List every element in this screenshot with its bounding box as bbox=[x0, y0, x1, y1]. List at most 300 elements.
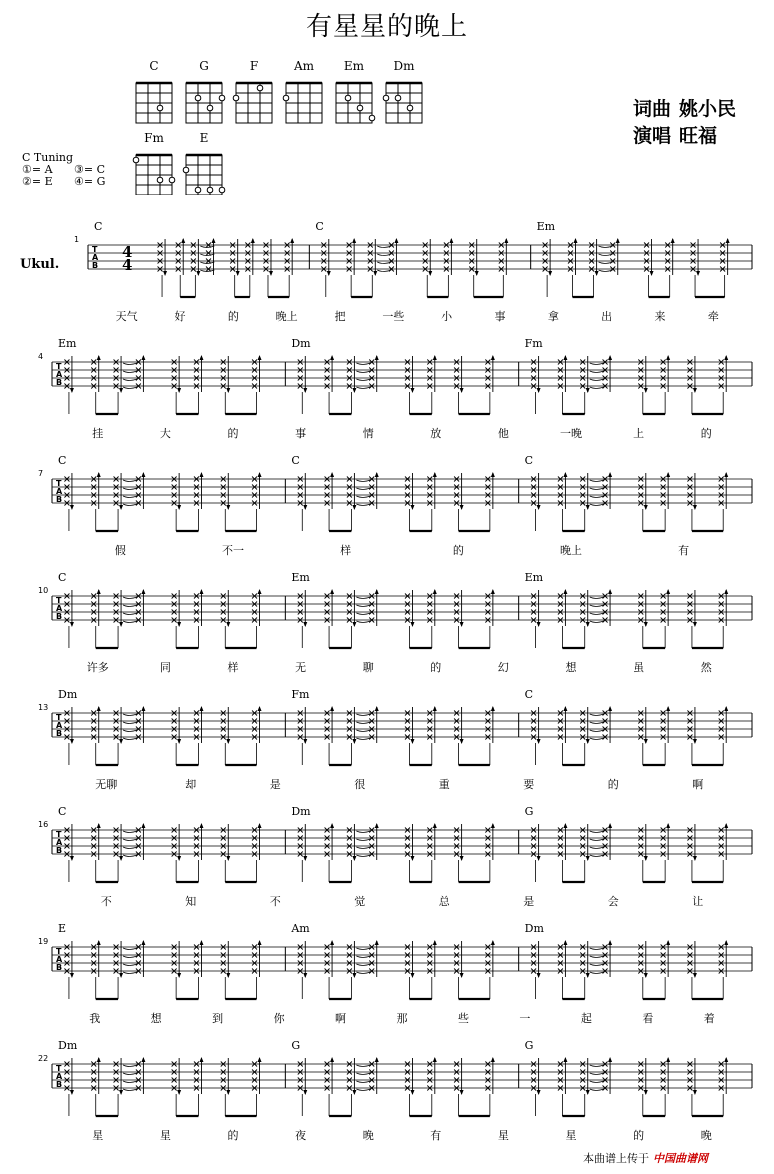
tie-curve bbox=[590, 1081, 604, 1083]
strum-mark bbox=[558, 355, 568, 392]
lyric-syllable: 放 bbox=[430, 427, 442, 440]
tie-curve bbox=[356, 363, 370, 365]
tab-clef-letter: A bbox=[56, 487, 63, 496]
arrow-head bbox=[141, 706, 145, 711]
strum-mark bbox=[252, 706, 261, 743]
chord-diagram-name: E bbox=[199, 131, 209, 145]
strum-mark bbox=[347, 238, 357, 275]
strum-mark bbox=[454, 356, 464, 393]
chord-diagram-name: C bbox=[149, 59, 159, 73]
arrow-head bbox=[141, 823, 145, 828]
tie-curve bbox=[590, 1065, 604, 1067]
lyric-syllable: 啊 bbox=[335, 1012, 347, 1025]
strum-mark bbox=[580, 590, 604, 627]
strum-mark bbox=[221, 590, 231, 627]
tie-curve bbox=[356, 956, 370, 958]
strum-mark bbox=[720, 238, 730, 275]
tie-curve bbox=[356, 605, 370, 607]
strum-mark bbox=[368, 239, 392, 276]
arrow-head bbox=[433, 706, 437, 711]
arrow-head bbox=[330, 355, 334, 360]
strum-mark bbox=[531, 356, 541, 393]
arrow-head bbox=[460, 739, 464, 744]
arrow-head bbox=[119, 973, 123, 978]
lyric-syllable: 到 bbox=[212, 1012, 224, 1025]
lyric-syllable: 样 bbox=[340, 544, 352, 557]
bar-number: 13 bbox=[38, 703, 49, 712]
tab-clef-letter: A bbox=[56, 1072, 63, 1081]
strum-mark bbox=[719, 706, 729, 743]
arrow-head bbox=[428, 271, 432, 276]
strum-mark bbox=[194, 706, 204, 743]
arrow-head bbox=[586, 973, 590, 978]
arrow-head bbox=[644, 1090, 648, 1095]
strum-mark bbox=[347, 824, 371, 861]
tab-clef-letter: T bbox=[56, 479, 62, 488]
lyric-syllable: 是 bbox=[523, 895, 535, 908]
tie-curve bbox=[123, 387, 137, 389]
arrow-head bbox=[460, 856, 464, 861]
arrow-head bbox=[644, 739, 648, 744]
lyric-syllable: 他 bbox=[497, 427, 509, 440]
tie-curve bbox=[590, 839, 604, 841]
lyric-syllable: 许多 bbox=[86, 661, 109, 674]
strum-mark bbox=[325, 940, 335, 977]
arrow-head bbox=[433, 589, 437, 594]
bar-number: 7 bbox=[38, 469, 44, 478]
arrow-head bbox=[410, 856, 414, 861]
strum-mark bbox=[638, 1058, 648, 1095]
strum-mark bbox=[580, 707, 604, 744]
tie-curve bbox=[123, 972, 137, 974]
lyric-syllable: 大 bbox=[159, 427, 171, 440]
arrow-head bbox=[258, 823, 262, 828]
tie-curve bbox=[356, 847, 370, 849]
chord-diagram-name: Dm bbox=[393, 59, 415, 73]
tie-curve bbox=[356, 597, 370, 599]
arrow-head bbox=[693, 739, 697, 744]
strum-mark bbox=[369, 1057, 379, 1094]
strum-mark bbox=[580, 941, 604, 978]
arrow-head bbox=[433, 472, 437, 477]
arrow-head bbox=[330, 472, 334, 477]
lyric-syllable: 会 bbox=[607, 895, 619, 908]
chord-symbol: G bbox=[524, 805, 534, 818]
arrow-head bbox=[269, 271, 273, 276]
strum-mark bbox=[206, 238, 216, 275]
tie-curve bbox=[590, 1089, 604, 1091]
tuning-string-2: ②= E bbox=[22, 175, 53, 188]
tie-curve bbox=[123, 379, 137, 381]
arrow-head bbox=[251, 238, 255, 243]
arrow-head bbox=[303, 622, 307, 627]
arrow-head bbox=[352, 622, 356, 627]
strum-mark bbox=[325, 589, 335, 626]
strum-mark bbox=[172, 941, 182, 978]
strum-mark bbox=[369, 355, 379, 392]
arrow-head bbox=[258, 472, 262, 477]
tie-curve bbox=[590, 496, 604, 498]
arrow-head bbox=[97, 1057, 101, 1062]
tie-curve bbox=[356, 1089, 370, 1091]
strum-mark bbox=[64, 941, 74, 978]
arrow-head bbox=[177, 973, 181, 978]
arrow-head bbox=[410, 622, 414, 627]
strum-mark bbox=[245, 238, 255, 275]
arrow-head bbox=[563, 823, 567, 828]
tie-curve bbox=[590, 480, 604, 482]
strum-mark bbox=[603, 823, 613, 860]
tab-system bbox=[38, 688, 752, 791]
strum-mark bbox=[136, 1057, 146, 1094]
arrow-head bbox=[70, 1090, 74, 1095]
arrow-head bbox=[563, 940, 567, 945]
tie-curve bbox=[123, 831, 137, 833]
tie-curve bbox=[356, 1081, 370, 1083]
arrow-head bbox=[491, 706, 495, 711]
strum-mark bbox=[558, 472, 568, 509]
tie-curve bbox=[123, 1065, 137, 1067]
arrow-head bbox=[433, 940, 437, 945]
strum-mark bbox=[405, 941, 415, 978]
arrow-head bbox=[70, 739, 74, 744]
tab-clef-letter: B bbox=[92, 261, 99, 270]
arrow-head bbox=[375, 355, 379, 360]
strum-mark bbox=[531, 824, 541, 861]
strum-mark bbox=[298, 473, 308, 510]
arrow-head bbox=[491, 355, 495, 360]
strum-mark bbox=[405, 473, 415, 510]
lyric-syllable: 把 bbox=[334, 310, 346, 323]
arrow-head bbox=[141, 1057, 145, 1062]
arrow-head bbox=[352, 505, 356, 510]
arrow-head bbox=[226, 856, 230, 861]
lyric-syllable: 聊 bbox=[362, 661, 374, 674]
arrow-head bbox=[586, 622, 590, 627]
strum-mark bbox=[603, 472, 613, 509]
arrow-head bbox=[460, 622, 464, 627]
arrow-head bbox=[586, 388, 590, 393]
tab-clef-letter: B bbox=[56, 729, 63, 738]
strum-mark bbox=[558, 706, 568, 743]
tie-curve bbox=[356, 504, 370, 506]
footer-text: 本曲谱上传于 bbox=[583, 1152, 649, 1165]
arrow-head bbox=[563, 706, 567, 711]
arrow-head bbox=[491, 472, 495, 477]
lyric-syllable: 想 bbox=[565, 661, 577, 674]
arrow-head bbox=[199, 589, 203, 594]
strum-mark bbox=[158, 239, 168, 276]
tie-curve bbox=[123, 964, 137, 966]
lyric-syllable: 知 bbox=[185, 895, 197, 908]
strum-mark bbox=[661, 940, 671, 977]
strum-mark bbox=[221, 473, 231, 510]
arrow-head bbox=[199, 1057, 203, 1062]
strum-mark bbox=[64, 473, 74, 510]
lyric-syllable: 我 bbox=[89, 1012, 101, 1025]
strum-mark bbox=[91, 1057, 101, 1094]
chord-symbol: Em bbox=[524, 571, 544, 584]
arrow-head bbox=[375, 940, 379, 945]
strum-mark bbox=[580, 824, 604, 861]
strum-mark bbox=[114, 590, 138, 627]
strum-mark bbox=[454, 1058, 464, 1095]
arrow-head bbox=[303, 505, 307, 510]
tie-curve bbox=[356, 831, 370, 833]
strum-mark bbox=[325, 1057, 335, 1094]
lyric-syllable: 好 bbox=[174, 310, 186, 323]
arrow-head bbox=[537, 1090, 541, 1095]
arrow-head bbox=[608, 1057, 612, 1062]
tie-curve bbox=[356, 379, 370, 381]
lyric-syllable: 无 bbox=[295, 661, 307, 674]
footer bbox=[583, 1150, 708, 1166]
arrow-head bbox=[644, 622, 648, 627]
page-title: 有星星的晚上 bbox=[305, 12, 468, 42]
tie-curve bbox=[123, 613, 137, 615]
tie-curve bbox=[590, 956, 604, 958]
lyric-syllable: 夜 bbox=[295, 1129, 307, 1142]
arrow-head bbox=[352, 739, 356, 744]
lyric-syllable: 啊 bbox=[692, 778, 704, 791]
strum-mark bbox=[603, 1057, 613, 1094]
arrow-head bbox=[650, 271, 654, 276]
composer-label: 词曲 bbox=[633, 98, 672, 120]
strum-mark bbox=[661, 706, 671, 743]
tie-curve bbox=[590, 831, 604, 833]
lyric-syllable: 的 bbox=[227, 427, 239, 440]
lyric-syllable: 的 bbox=[700, 427, 712, 440]
arrow-head bbox=[199, 940, 203, 945]
lyric-syllable: 却 bbox=[185, 778, 197, 791]
strum-mark bbox=[427, 1057, 437, 1094]
tie-curve bbox=[123, 722, 137, 724]
chord-symbol: C bbox=[524, 454, 534, 467]
chord-diagram-name: F bbox=[249, 59, 259, 73]
strum-mark bbox=[638, 473, 648, 510]
lyric-syllable: 来 bbox=[654, 310, 666, 323]
tie-curve bbox=[356, 855, 370, 857]
strum-mark bbox=[665, 238, 675, 275]
strum-mark bbox=[194, 589, 204, 626]
arrow-head bbox=[666, 823, 670, 828]
strum-mark bbox=[558, 1057, 568, 1094]
composer-name: 姚小民 bbox=[679, 98, 737, 120]
arrow-head bbox=[375, 1057, 379, 1062]
tuning-string-1: ①= A bbox=[22, 163, 53, 176]
lyric-syllable: 的 bbox=[607, 778, 619, 791]
tie-curve bbox=[356, 722, 370, 724]
arrow-head bbox=[258, 355, 262, 360]
arrow-head bbox=[290, 238, 294, 243]
time-signature-digit: 4 bbox=[122, 243, 133, 261]
arrow-head bbox=[433, 823, 437, 828]
tie-curve bbox=[123, 1089, 137, 1091]
arrow-head bbox=[330, 589, 334, 594]
tie-curve bbox=[356, 496, 370, 498]
arrow-head bbox=[504, 238, 508, 243]
tab-clef-letter: T bbox=[56, 596, 62, 605]
tab-clef-letter: T bbox=[92, 245, 98, 254]
strum-mark bbox=[719, 355, 729, 392]
strum-mark bbox=[347, 707, 371, 744]
site-logo-text: 中国曲谱网 bbox=[653, 1152, 708, 1165]
arrow-head bbox=[475, 271, 479, 276]
strum-mark bbox=[252, 1057, 261, 1094]
arrow-head bbox=[303, 1090, 307, 1095]
arrow-head bbox=[226, 973, 230, 978]
tie-curve bbox=[123, 605, 137, 607]
lyric-syllable: 的 bbox=[633, 1129, 645, 1142]
strum-mark bbox=[114, 824, 138, 861]
arrow-head bbox=[373, 271, 377, 276]
arrow-head bbox=[70, 856, 74, 861]
chord-symbol: G bbox=[291, 1039, 301, 1052]
arrow-head bbox=[537, 622, 541, 627]
strum-mark bbox=[454, 941, 464, 978]
chord-symbol: Dm bbox=[58, 688, 78, 701]
lyric-syllable: 天气 bbox=[115, 310, 138, 323]
lyric-syllable: 着 bbox=[703, 1012, 715, 1025]
strum-mark bbox=[485, 589, 495, 626]
lyric-syllable: 有 bbox=[678, 544, 690, 557]
chord-symbol: Dm bbox=[291, 337, 311, 350]
strum-mark bbox=[369, 940, 379, 977]
tie-curve bbox=[123, 956, 137, 958]
tie-curve bbox=[123, 839, 137, 841]
tie-curve bbox=[356, 480, 370, 482]
strum-mark bbox=[603, 355, 613, 392]
arrow-head bbox=[693, 1090, 697, 1095]
tuning-name: C Tuning bbox=[22, 151, 74, 164]
strum-mark bbox=[172, 590, 182, 627]
strum-mark bbox=[252, 940, 261, 977]
tie-curve bbox=[123, 597, 137, 599]
arrow-head bbox=[226, 1090, 230, 1095]
strum-mark bbox=[252, 472, 261, 509]
lyric-syllable: 事 bbox=[494, 310, 506, 323]
lyric-syllable: 晚 bbox=[362, 1129, 374, 1142]
chord-diagram-name: Fm bbox=[144, 131, 164, 145]
strum-mark bbox=[252, 355, 261, 392]
tie-curve bbox=[123, 371, 137, 373]
arrow-head bbox=[693, 973, 697, 978]
bar-number: 16 bbox=[38, 820, 49, 829]
tab-clef-letter: T bbox=[56, 830, 62, 839]
strum-mark bbox=[427, 706, 437, 743]
tab-system bbox=[38, 571, 752, 674]
strum-mark bbox=[427, 472, 437, 509]
strum-mark bbox=[427, 589, 437, 626]
strum-mark bbox=[638, 356, 648, 393]
arrow-head bbox=[460, 973, 464, 978]
chord-diagram-name: Em bbox=[343, 59, 365, 73]
arrow-head bbox=[433, 1057, 437, 1062]
arrow-head bbox=[258, 1057, 262, 1062]
arrow-head bbox=[97, 472, 101, 477]
strum-mark bbox=[687, 824, 697, 861]
lyric-syllable: 星 bbox=[92, 1129, 104, 1142]
strum-mark bbox=[603, 940, 613, 977]
arrow-head bbox=[548, 271, 552, 276]
tab-clef-letter: A bbox=[56, 604, 63, 613]
arrow-head bbox=[608, 706, 612, 711]
strum-mark bbox=[719, 940, 729, 977]
arrow-head bbox=[352, 1090, 356, 1095]
strum-mark bbox=[285, 238, 295, 275]
arrow-head bbox=[586, 856, 590, 861]
strum-mark bbox=[64, 590, 74, 627]
arrow-head bbox=[258, 589, 262, 594]
strum-mark bbox=[325, 823, 335, 860]
arrow-head bbox=[119, 856, 123, 861]
arrow-head bbox=[119, 388, 123, 393]
arrow-head bbox=[693, 388, 697, 393]
tab-clef-letter: A bbox=[92, 253, 99, 262]
strum-mark bbox=[405, 590, 415, 627]
chord-symbol: Em bbox=[536, 220, 556, 233]
chord-symbol: Fm bbox=[291, 688, 310, 701]
chord-symbol: C bbox=[58, 805, 67, 818]
strum-mark bbox=[221, 824, 231, 861]
strum-mark bbox=[454, 824, 464, 861]
lyric-syllable: 是 bbox=[269, 778, 281, 791]
strum-mark bbox=[580, 473, 604, 510]
arrow-head bbox=[303, 856, 307, 861]
tab-clef-letter: T bbox=[56, 713, 62, 722]
lyric-syllable: 重 bbox=[438, 778, 450, 791]
arrow-head bbox=[608, 823, 612, 828]
chord-diagram-name: G bbox=[199, 59, 209, 73]
strum-mark bbox=[136, 355, 146, 392]
time-signature-digit: 4 bbox=[122, 256, 133, 274]
lyric-syllable: 幻 bbox=[497, 661, 509, 674]
tie-curve bbox=[123, 496, 137, 498]
lyric-syllable: 情 bbox=[362, 427, 374, 440]
lyric-syllable: 星 bbox=[497, 1129, 509, 1142]
arrow-head bbox=[199, 823, 203, 828]
tie-curve bbox=[590, 387, 604, 389]
lyric-syllable: 些 bbox=[457, 1012, 469, 1025]
lyric-syllable: 无聊 bbox=[95, 778, 118, 791]
tie-curve bbox=[123, 855, 137, 857]
arrow-head bbox=[563, 355, 567, 360]
tie-curve bbox=[590, 730, 604, 732]
arrow-head bbox=[644, 388, 648, 393]
tab-clef-letter: A bbox=[56, 721, 63, 730]
arrow-head bbox=[410, 739, 414, 744]
strum-mark bbox=[485, 823, 495, 860]
arrow-head bbox=[666, 940, 670, 945]
arrow-head bbox=[410, 973, 414, 978]
strum-mark bbox=[661, 589, 671, 626]
bar-number: 4 bbox=[38, 352, 44, 361]
chord-symbol: C bbox=[58, 571, 67, 584]
strum-mark bbox=[638, 824, 648, 861]
arrow-head bbox=[199, 355, 203, 360]
strum-mark bbox=[221, 1058, 231, 1095]
strum-mark bbox=[444, 238, 454, 275]
arrow-head bbox=[537, 856, 541, 861]
lyric-syllable: 牵 bbox=[707, 310, 719, 323]
tie-curve bbox=[123, 480, 137, 482]
arrow-head bbox=[433, 355, 437, 360]
strum-mark bbox=[603, 706, 613, 743]
strum-mark bbox=[194, 1057, 204, 1094]
tie-curve bbox=[590, 714, 604, 716]
strum-mark bbox=[172, 473, 182, 510]
strum-mark bbox=[369, 706, 379, 743]
